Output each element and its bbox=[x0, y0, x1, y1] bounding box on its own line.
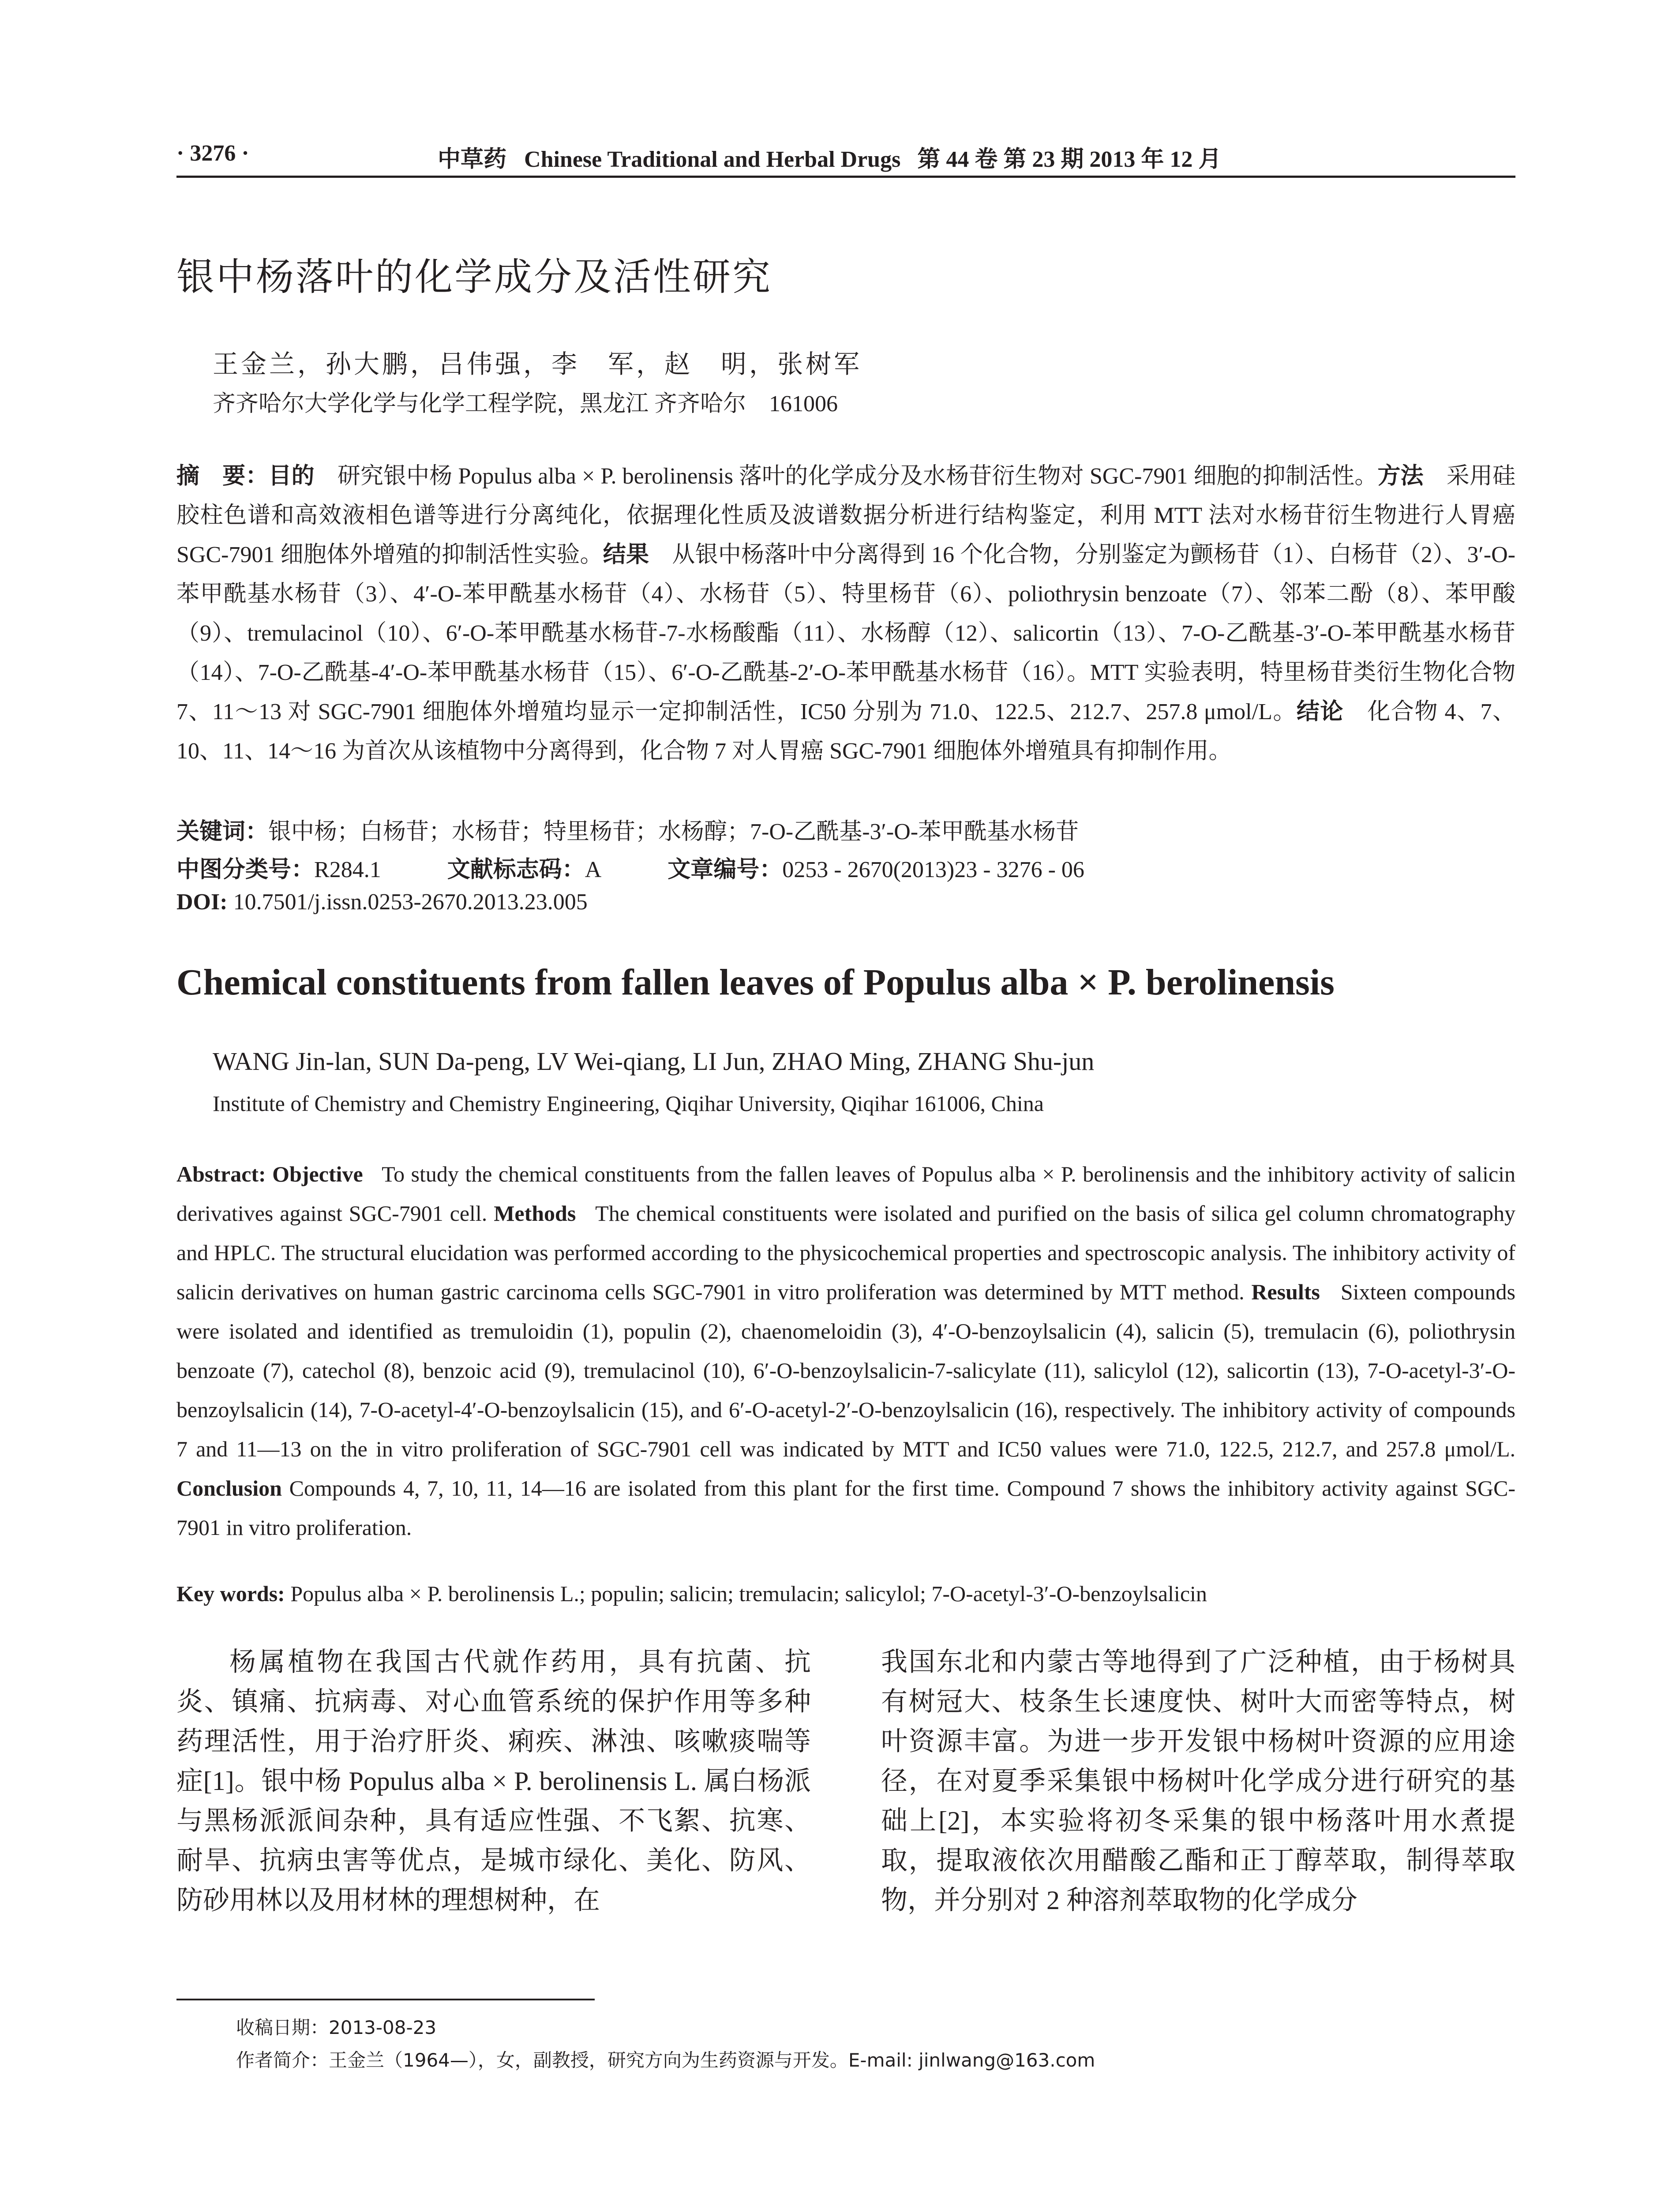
doccode-label: 文献标志码： bbox=[447, 857, 585, 882]
article-no-value: 0253 - 2670(2013)23 - 3276 - 06 bbox=[782, 857, 1084, 882]
affiliation-cn: 齐齐哈尔大学化学与化学工程学院，黑龙江 齐齐哈尔 161006 bbox=[213, 391, 838, 416]
journal-issue: 第 44 卷 第 23 期 2013 年 12 月 bbox=[917, 147, 1222, 172]
results-text-cn: 从银中杨落叶中分离得到 16 个化合物，分别鉴定为颤杨苷（1）、白杨苷（2）、3′-O-苯甲酰基水杨苷（3）、4′-O-苯甲酰基水杨苷（4）、水杨苷（5）、特里杨苷（6）、poliothrysin benzoate（7）、邻苯二酚（8）、苯甲酸（9）、tremulacinol（10）、6′-O-苯甲酰基水杨苷-7-水杨酸酯（11）、水杨醇（12）、salicortin（13）、7-O-乙酰基-3′-O-苯甲酰基水杨苷（14）、7-O-乙酰基-4′-O-苯甲酰基水杨苷（15）、6′-O-乙酰基-2′-O-苯甲酰基水杨苷（16）。MTT 实验表明，特里杨苷类衍生物化合物 7、11～13 对 SGC-7901 细胞体外增殖均显示一定抑制活性，IC50 分别为 71.0、122.5、212.7、257.8 μmol/L。 bbox=[176, 542, 1515, 724]
abstract-en bbox=[176, 1155, 1515, 1547]
body-column-left: 杨属植物在我国古代就作药用，具有抗菌、抗炎、镇痛、抗病毒、对心血管系统的保护作用等多种药理活性，用于治疗肝炎、痢疾、淋浊、咳嗽痰喘等症[1]。银中杨 Populus alba × P. berolinensis L. 属白杨派与黑杨派派间杂种，具有适应性强、不飞絮、抗寒、耐旱、抗病虫害等优点，是城市绿化、美化、防风、防砂用林以及用材林的理想树种，在 bbox=[176, 1647, 811, 1915]
objective-text-en: To study the chemical constituents from the fallen leaves of Populus alba × P. berolinensis and the inhibitory activity of salicin derivatives against SGC-7901 cell. bbox=[176, 1162, 1515, 1226]
journal-header bbox=[438, 140, 1221, 173]
affiliation-en: Institute of Chemistry and Chemistry Engineering, Qiqihar University, Qiqihar 161006, China bbox=[213, 1091, 1044, 1116]
journal-name-cn: 中草药 bbox=[438, 147, 507, 172]
page-number: · 3276 · bbox=[176, 141, 249, 166]
footnote-received: 收稿日期：2013-08-23 bbox=[236, 2017, 437, 2038]
conclusion-text-en: Compounds 4, 7, 10, 11, 14—16 are isolated from this plant for the first time. Compound 7 shows the inhibitory activity against SGC-7901 in vitro proliferation. bbox=[176, 1476, 1515, 1540]
doi-label: DOI: bbox=[176, 889, 228, 915]
authors-en: WANG Jin-lan, SUN Da-peng, LV Wei-qiang, LI Jun, ZHAO Ming, ZHANG Shu-jun bbox=[213, 1047, 1095, 1076]
clc-label: 中图分类号： bbox=[176, 857, 315, 882]
methods-label-cn: 方法 bbox=[1377, 464, 1424, 489]
doccode-value: A bbox=[585, 857, 602, 882]
abstract-label-en: Abstract: bbox=[176, 1162, 266, 1186]
authors-cn: 王金兰，孙大鹏，吕伟强，李 军，赵 明，张树军 bbox=[213, 350, 862, 379]
keywords-label-en: Key words: bbox=[176, 1581, 285, 1606]
abstract-label-cn: 摘 要： bbox=[176, 464, 269, 489]
classification-line bbox=[176, 851, 1084, 884]
objective-label-cn: 目的 bbox=[268, 464, 315, 489]
body-column-right: 我国东北和内蒙古等地得到了广泛种植，由于杨树具有树冠大、枝条生长速度快、树叶大而密等特点，树叶资源丰富。为进一步开发银中杨树叶资源的应用途径，在对夏季采集银中杨树叶化学成分进行研究的基础上[2]，本实验将初冬采集的银中杨落叶用水煮提取，提取液依次用醋酸乙酯和正丁醇萃取，制得萃取物，并分别对 2 种溶剂萃取物的化学成分 bbox=[881, 1647, 1515, 1915]
methods-text-cn: 采用硅胶柱色谱和高效液相色谱等进行分离纯化，依据理化性质及波谱数据分析进行结构鉴定，利用 MTT 法对水杨苷衍生物进行人胃癌 SGC-7901 细胞体外增殖的抑制活性实验。 bbox=[176, 464, 1515, 567]
conclusion-label-en: Conclusion bbox=[176, 1476, 282, 1501]
doi-line bbox=[176, 889, 588, 915]
objective-label-en: Objective bbox=[272, 1162, 363, 1186]
results-text-en: Sixteen compounds were isolated and identified as tremuloidin (1), populin (2), chaenomeloidin (3), 4′-O-benzoylsalicin (4), salicin (5), tremulacin (6), poliothrysin benzoate (7), catechol (8), benzoic acid (9), tremulacinol (10), 6′-O-benzoylsalicin-7-salicylate (11), salicylol (12), salicortin (13), 7-O-acetyl-3′-O-benzoylsalicin (14), 7-O-acetyl-4′-O-benzoylsalicin (15), and 6′-O-acetyl-2′-O-benzoylsalicin (16), respectively. The inhibitory activity of compounds 7 and 11—13 on the in vitro proliferation of SGC-7901 cell was indicated by MTT and IC50 values were 71.0, 122.5, 212.7, and 257.8 μmol/L. bbox=[176, 1279, 1515, 1461]
keywords-text-cn: 银中杨；白杨苷；水杨苷；特里杨苷；水杨醇；7-O-乙酰基-3′-O-苯甲酰基水杨苷 bbox=[268, 819, 1079, 844]
article-no-label: 文章编号： bbox=[668, 857, 783, 882]
results-label-cn: 结果 bbox=[603, 542, 649, 567]
results-label-en: Results bbox=[1251, 1279, 1320, 1304]
keywords-text-en: Populus alba × P. berolinensis L.; populin; salicin; tremulacin; salicylol; 7-O-acetyl-3′-O-benzoylsalicin bbox=[290, 1581, 1207, 1606]
footnote-author-bio: 作者简介：王金兰（1964—），女，副教授，研究方向为生药资源与开发。E-mail: jinlwang@163.com bbox=[236, 2049, 1095, 2071]
doi-value: 10.7501/j.issn.0253-2670.2013.23.005 bbox=[233, 889, 588, 915]
clc-value: R284.1 bbox=[314, 857, 381, 882]
paper-title-en: Chemical constituents from fallen leaves of Populus alba × P. berolinensis bbox=[176, 962, 1335, 1003]
keywords-en bbox=[176, 1581, 1207, 1606]
journal-name-en: Chinese Traditional and Herbal Drugs bbox=[524, 147, 901, 172]
conclusion-text-cn: 化合物 4、7、10、11、14～16 为首次从该植物中分离得到，化合物 7 对人胃癌 SGC-7901 细胞体外增殖具有抑制作用。 bbox=[176, 699, 1515, 764]
paper-title-cn: 银中杨落叶的化学成分及活性研究 bbox=[176, 255, 772, 299]
keywords-label-cn: 关键词： bbox=[176, 819, 269, 844]
conclusion-label-cn: 结论 bbox=[1296, 699, 1344, 724]
methods-text-en: The chemical constituents were isolated and purified on the basis of silica gel column chromatography and HPLC. The structural elucidation was performed according to the physicochemical properties and spectroscopic analysis. The inhibitory activity of salicin derivatives on human gastric carcinoma cells SGC-7901 in vitro proliferation was determined by MTT method. bbox=[176, 1201, 1516, 1304]
footnote-rule bbox=[176, 1999, 595, 2000]
abstract-cn bbox=[176, 457, 1515, 771]
keywords-cn bbox=[176, 813, 1079, 846]
header-rule bbox=[176, 176, 1515, 178]
methods-label-en: Methods bbox=[494, 1201, 576, 1226]
objective-text-cn: 研究银中杨 Populus alba × P. berolinensis 落叶的化学成分及水杨苷衍生物对 SGC-7901 细胞的抑制活性。 bbox=[337, 464, 1378, 489]
